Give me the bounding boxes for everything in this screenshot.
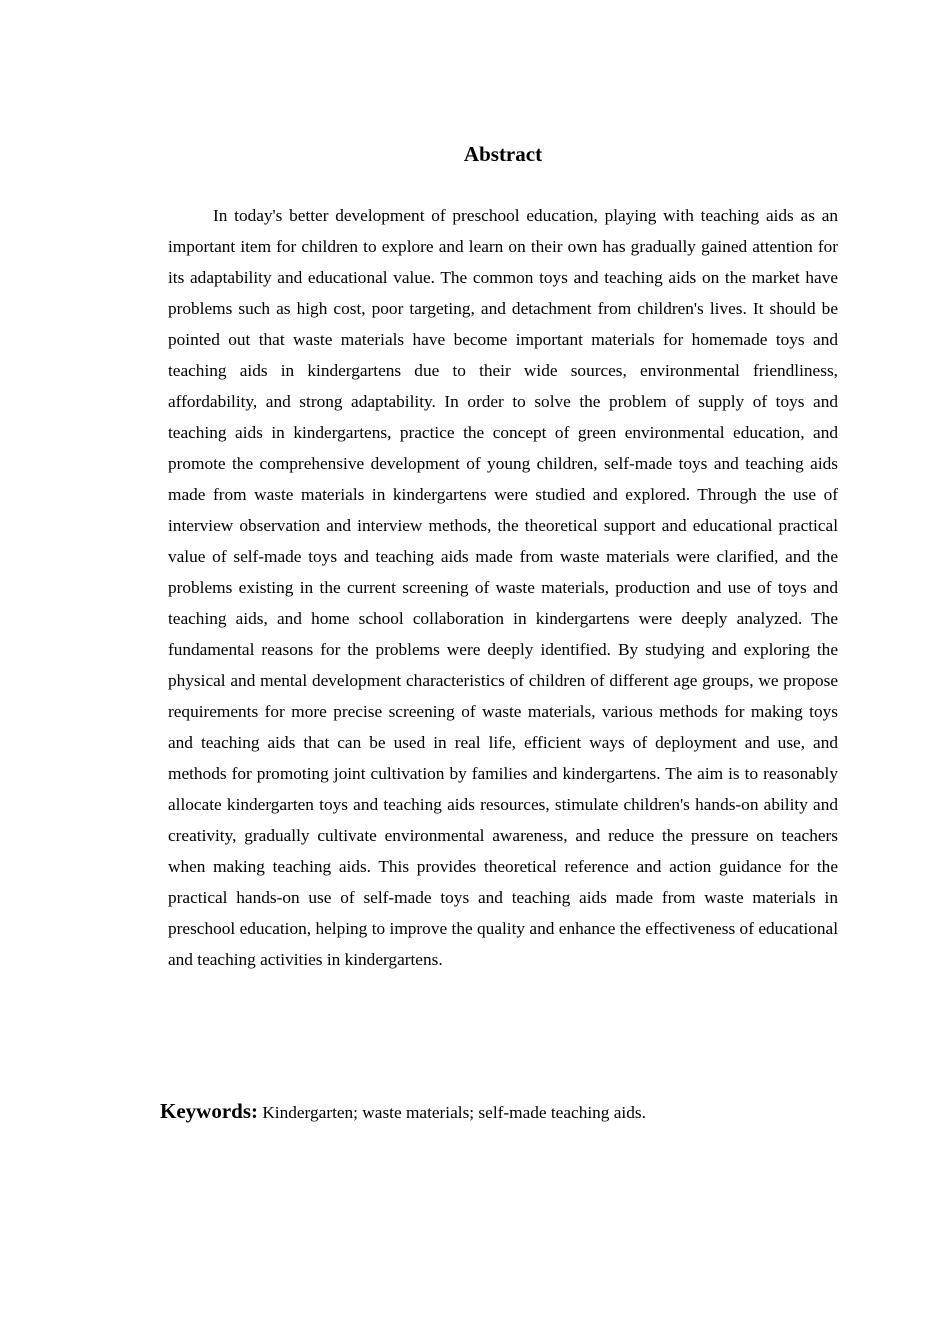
abstract-body: In today's better development of preschool education, playing with teaching aids as an important item for children to explore and learn on their own has gradually gained attention for its adaptability and educational value. The common toys and teaching aids on the market have problems such as high cost, poor targeting, and detachment from children's lives. It should be pointed out that waste materials have become important materials for homemade toys and teaching aids in kindergartens due to their wide sources, environmental friendliness, affordability, and strong adaptability. In order to solve the problem of supply of toys and teaching aids in kindergartens, practice the concept of green environmental education, and promote the comprehensive development of young children, self-made toys and teaching aids made from waste materials in kindergartens were studied and explored. Through the use of interview observation and interview methods, the theoretical support and educational practical value of self-made toys and teaching aids made from waste materials were clarified, and the problems existing in the current screening of waste materials, production and use of toys and teaching aids, and home school collaboration in kindergartens were deeply analyzed. The fundamental reasons for the problems were deeply identified. By studying and exploring the physical and mental development characteristics of children of different age groups, we propose requirements for more precise screening of waste materials, various methods for making toys and teaching aids that can be used in real life, efficient ways of deployment and use, and methods for promoting joint cultivation by families and kindergartens. The aim is to reasonably allocate kindergarten toys and teaching aids resources, stimulate children's hands-on ability and creativity, gradually cultivate environmental awareness, and reduce the pressure on teachers when making teaching aids. This provides theoretical reference and action guidance for the practical hands-on use of self-made toys and teaching aids made from waste materials in preschool education, helping to improve the quality and enhance the effectiveness of educational and teaching activities in kindergartens. bbox=[168, 206, 838, 969]
keywords-value: Kindergarten; waste materials; self-made teaching aids. bbox=[262, 1103, 646, 1122]
keywords-line bbox=[160, 1096, 860, 1128]
abstract-title: Abstract bbox=[463, 142, 543, 166]
keywords-label: Keywords: bbox=[160, 1099, 258, 1123]
